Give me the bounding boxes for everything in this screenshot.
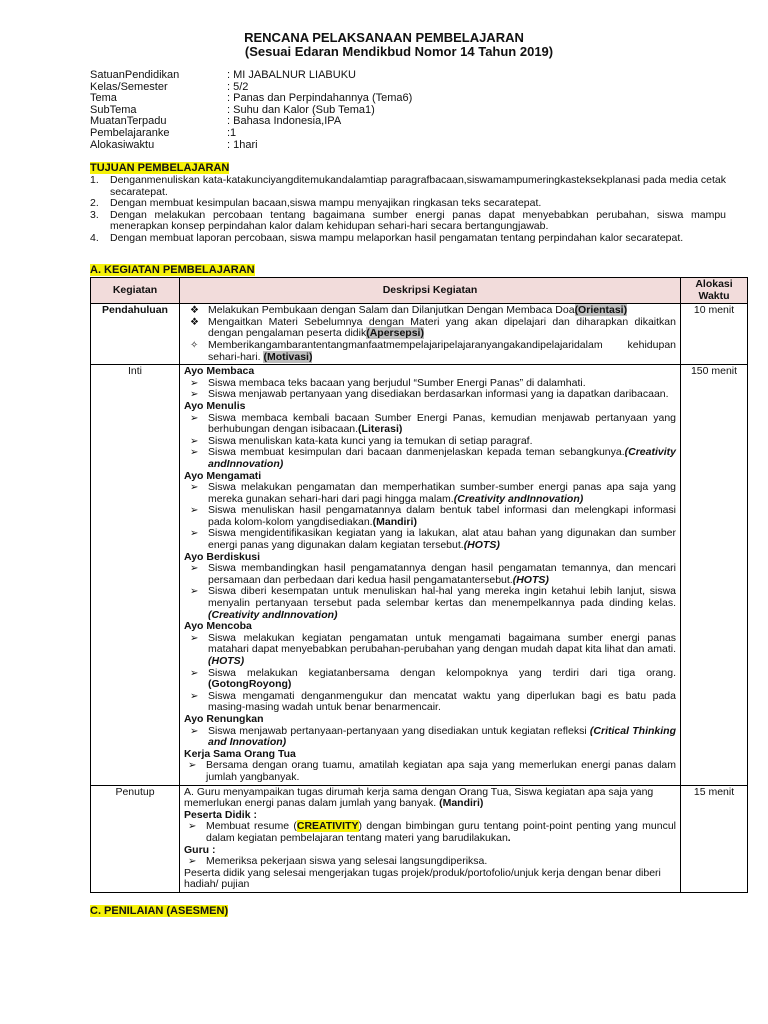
list-item [184,389,676,401]
list-item [184,413,676,436]
table-header-row [91,278,748,304]
identity-label: Tema [90,92,117,105]
identity-label: Pembelajaranke [90,126,170,139]
item-text: ) dengan bimbingan guru tentang point-point penting yang muncul dalam kegiatan pembelajaran tentang materi yang barudilakukan [206,820,676,844]
col-alokasi: Alokasi Waktu [681,278,748,304]
identity-value: : MI JABALNUR LIABUKU [227,69,356,81]
pendahuluan-desc [180,304,681,365]
tujuan-heading: TUJUAN PEMBELAJARAN [90,162,230,174]
diamond-outline-bullet-icon: ✧ [190,339,199,351]
tag-creativity: (Creativity andInnovation) [208,446,676,470]
tag-creativity: (Creativity andInnovation) [208,608,338,621]
identity-label: Kelas/Semester [90,80,168,93]
tag-literasi: (Literasi) [358,423,403,436]
document-title: RENCANA PELAKSANAAN PEMBELAJARAN [244,30,524,45]
item-period: . [507,831,511,844]
list-item [184,528,676,551]
identity-value: : Panas dan Perpindahannya (Tema6) [227,92,413,105]
goal-number: 2. [90,197,99,210]
tag-creativity-highlight: CREATIVITY [296,820,359,833]
time-inti: 150 menit [681,365,748,785]
col-deskripsi: Deskripsi Kegiatan [180,278,681,304]
identity-value: :1 [227,126,237,139]
arrow-bullet-icon: ➢ [190,482,199,494]
arrow-bullet-icon: ➢ [190,435,199,447]
item-text: Melakukan Pembukaan dengan Salam dan Dilanjutkan Dengan Membaca Doa [208,304,575,317]
item-text: Siswa melakukan kegiatan pengamatan untuk mengamati bagaimana sumber energi panas matahari dapat menyebabkan perubahan-perubahan yang dengan mudah dapat kita lihat dan amati. [208,631,676,656]
arrow-bullet-icon: ➢ [190,505,199,517]
tag-hots: (HOTS) [208,655,245,667]
goal-number: 4. [90,231,99,244]
col-kegiatan: Kegiatan [91,278,180,304]
inti-desc [180,365,681,785]
subheading-mencoba: Ayo Mencoba [184,620,252,633]
subheading-mengamati: Ayo Mengamati [184,469,262,482]
identity-value: : Bahasa Indonesia,IPA [227,115,342,128]
penutup-closing: Peserta didik yang selesai mengerjakan tugas projek/produk/portofolio/unjuk kerja dengan benar diberi hadiah/ pujian [184,866,661,891]
list-item [184,633,676,668]
item-text: Membuat resume ( [206,820,297,833]
arrow-bullet-icon: ➢ [190,586,199,598]
item-text: Siswa melakukan kegiatanbersama dengan kelompoknya yang terdiri dari tiga orang. [208,666,676,679]
tag-motivasi: (Motivasi) [263,350,313,363]
subheading-renungkan: Ayo Renungkan [184,712,264,725]
list-item [184,821,676,844]
time-pendahuluan: 10 menit [681,304,748,365]
identity-label: Alokasiwaktu [90,138,155,151]
item-text: Memeriksa pekerjaan siswa yang selesai langsungdiperiksa. [206,855,488,868]
item-text: Siswa membuat kesimpulan dari bacaan danmenjelaskan kepada teman sebangkunya. [208,446,625,459]
diamond-bullet-icon: ❖ [190,316,199,328]
tag-critical-thinking: (Critical Thinking and Innovation) [208,724,676,749]
list-item [184,563,676,586]
list-item [90,233,726,245]
item-text: Mengaitkan Materi Sebelumnya dengan Materi yang akan dipelajari dan diharapkan dikaitkan dengan pengalaman peserta didik [208,315,676,340]
tag-gotongroyong: (GotongRoyong) [208,678,292,691]
goal-number: 3. [90,208,99,221]
identity-value: : 5/2 [227,80,249,93]
arrow-bullet-icon: ➢ [190,725,199,737]
list-item [184,505,676,528]
penutup-desc [180,785,681,892]
item-text: Siswa menuliskan hasil pengamatannya dalam bentuk tabel informasi dan melengkapi informasi pada kolom-kolom yangdisediakan. [208,504,676,528]
item-text: Siswa menjawab pertanyaan yang disediakan berdasarkan informasi yang ia dapatkan daribacaan. [208,388,669,401]
goal-text: Dengan melakukan percobaan tentang bagaimana sumber energi panas dapat menyebabkan perubahan, siswa mampu menerapkan konsep perpindahan kalor dalam kehidupan sehari-hari secara bertangungjawab. [110,208,726,233]
arrow-bullet-icon: ➢ [190,563,199,575]
arrow-bullet-icon: ➢ [188,821,197,833]
tag-hots: (HOTS) [512,573,549,586]
table-row [91,304,748,365]
arrow-bullet-icon: ➢ [190,528,199,540]
list-item [184,317,676,340]
penutup-line-a [184,787,676,810]
goal-text: Dengan membuat kesimpulan bacaan,siswa mampu menyajikan ringkasan teks secaratepat. [110,197,542,210]
arrow-bullet-icon: ➢ [190,389,199,401]
kegiatan-heading: A. KEGIATAN PEMBELAJARAN [90,264,255,276]
list-item [184,586,676,621]
tag-hots: (HOTS) [463,539,500,552]
tujuan-list [90,175,726,245]
item-text: Siswa mengamati denganmengukur dan mencatat waktu yang diperlukan bagi es batu pada masing-masing wadah untuk benar benarmencair. [208,689,676,714]
subheading-peserta: Peserta Didik : [184,808,257,821]
arrow-bullet-icon: ➢ [190,377,199,389]
list-item [184,447,676,470]
arrow-bullet-icon: ➢ [188,856,197,868]
arrow-bullet-icon: ➢ [190,447,199,459]
list-item [184,726,676,749]
goal-text: Dengan membuat laporan percobaan, siswa mampu melaporkan hasil pengamatan tentang perpindahan kalor secaratepat. [110,231,684,244]
item-text: Siswa melakukan pengamatan dan memperhatikan sumber-sumber energi panas apa saja yang mereka gunakan sehari-hari dari pagi hingga malam. [208,481,676,505]
item-text: Memberikangambarantentangmanfaatmempelajaripelajaranyangakandipelajaridalam kehidupan sehari-hari. [208,338,676,363]
identity-value: : Suhu dan Kalor (Sub Tema1) [227,103,375,116]
diamond-bullet-icon: ❖ [190,305,199,317]
subheading-berdiskusi: Ayo Berdiskusi [184,550,261,563]
row-label-penutup: Penutup [91,785,180,892]
list-item [184,856,676,868]
list-item [90,175,726,198]
table-row [91,785,748,892]
list-item [90,210,726,233]
item-text: Siswa membaca teks bacaan yang berjudul “Sumber Energi Panas” di dalamhati. [208,376,586,389]
identity-label: MuatanTerpadu [90,115,167,128]
tag-mandiri: (Mandiri) [439,797,484,810]
goal-text: Denganmenuliskan kata-katakunciyangditemukandalamtiap paragrafbacaan,siswamampumeringkasteksekplanasi pada media cetak secaratepat. [110,174,726,198]
time-penutup: 15 menit [681,785,748,892]
list-item [184,668,676,691]
tag-creativity: (Creativity andInnovation) [453,492,584,505]
goal-number: 1. [90,174,99,186]
item-text: Siswa membaca kembali bacaan Sumber Energi Panas, kemudian menjawab pertanyaan yang berhubungan dengan isibacaan. [208,411,676,436]
item-text: A. Guru menyampaikan tugas dirumah kerja sama dengan Orang Tua, Siswa kegiatan apa saja yang memerlukan energi panas dalam jumlah yang banyak. [184,785,654,810]
arrow-bullet-icon: ➢ [188,760,197,772]
item-text: Siswa membandingkan hasil pengamatannya dengan hasil pengamatan temannya, dan mencari persamaan dan perbedaan dari kedua hasil pengamatantersebut. [208,562,676,586]
identity-label: SatuanPendidikan [90,69,180,81]
item-text: Siswa menuliskan kata-kata kunci yang ia temukan di setiap paragraf. [208,434,533,447]
row-label-inti: Inti [91,365,180,785]
list-item [184,482,676,505]
subheading-guru: Guru : [184,843,216,856]
row-label-pendahuluan: Pendahuluan [91,304,180,365]
kegiatan-table [90,277,748,893]
arrow-bullet-icon: ➢ [190,412,199,424]
identity-label: SubTema [90,103,137,116]
tag-mandiri: (Mandiri) [372,515,417,528]
subheading-membaca: Ayo Membaca [184,365,255,378]
list-item [184,760,676,783]
item-text: Siswa mengidentifikasikan kegiatan yang ia lakukan, alat atau bahan yang digunakan dan sumber energi panas yang digunakan dalam kegiatan tersebut. [208,527,676,552]
arrow-bullet-icon: ➢ [190,667,199,679]
arrow-bullet-icon: ➢ [190,690,199,702]
arrow-bullet-icon: ➢ [190,632,199,644]
item-text: Siswa menjawab pertanyaan-pertanyaan yang disediakan untuk kegiatan refleksi [208,724,587,737]
document-subtitle: (Sesuai Edaran Mendikbud Nomor 14 Tahun 2019) [244,44,554,59]
item-text: Siswa diberi kesempatan untuk menuliskan hal-hal yang mereka ingin ketahui lebih lanjut, siswa menyalin pertanyaan tersebut pada selembar kertas dan menempelkannya pada dinding kelas. [208,585,676,610]
list-item [184,340,676,363]
item-text: Bersama dengan orang tuamu, amatilah kegiatan apa saja yang memerlukan energi panas dalam jumlah yangbanyak. [206,759,676,783]
tag-apersepsi: (Apersepsi) [366,327,424,340]
subheading-menulis: Ayo Menulis [184,399,246,412]
subheading-orangtua: Kerja Sama Orang Tua [184,747,296,760]
penilaian-heading: C. PENILAIAN (ASESMEN) [90,905,229,917]
tag-orientasi: (Orientasi) [574,304,628,317]
table-row [91,365,748,785]
identity-value: : 1hari [227,138,258,151]
list-item [184,691,676,714]
